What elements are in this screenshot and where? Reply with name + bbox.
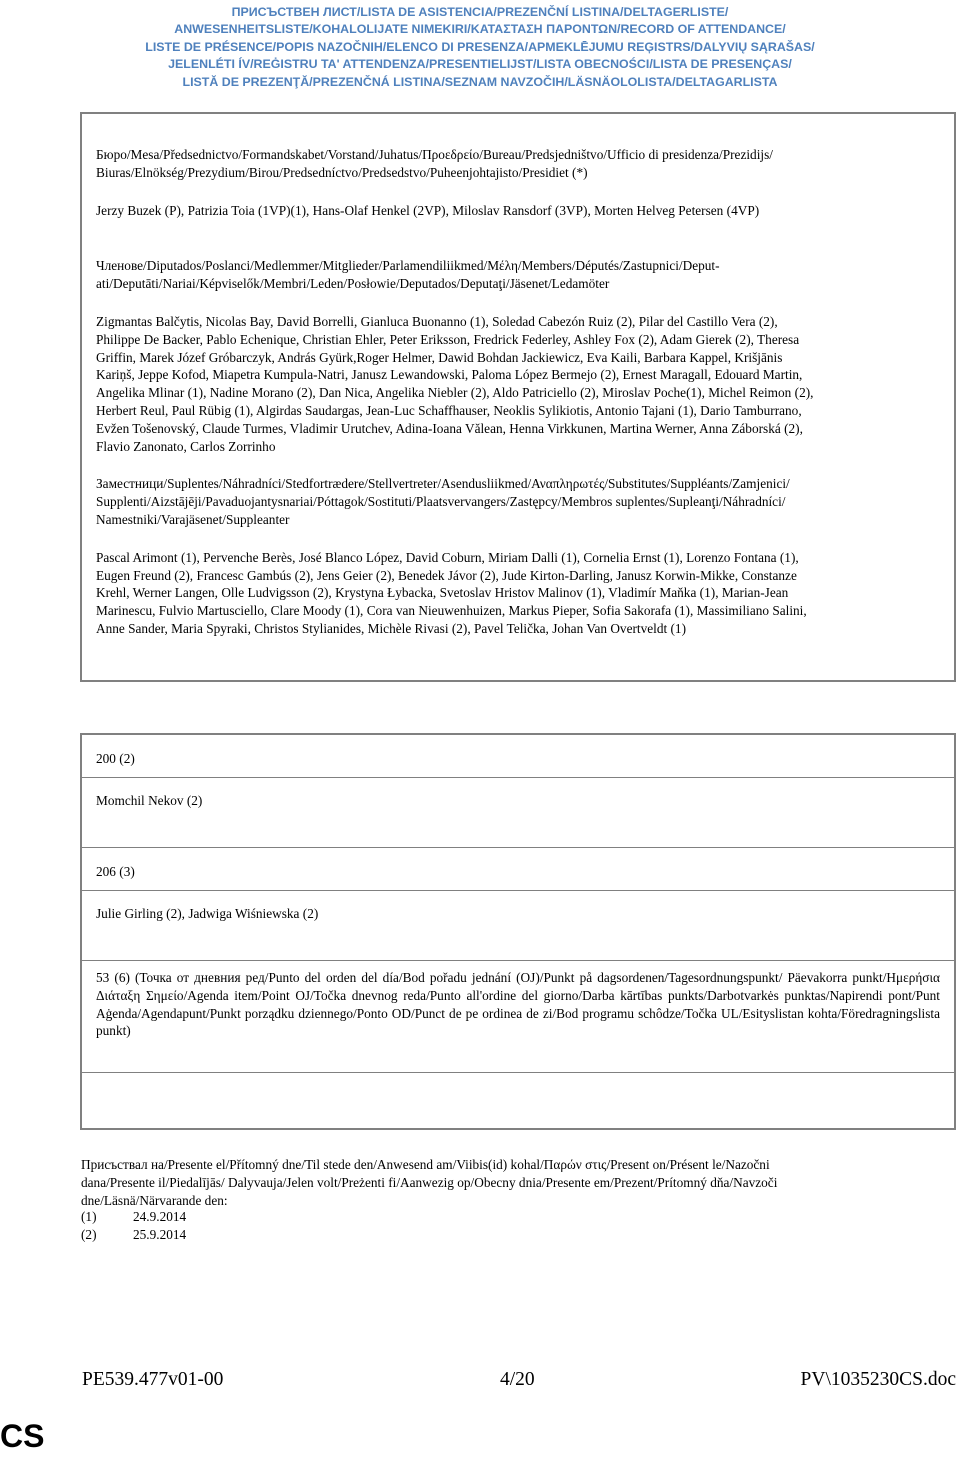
attendance-box xyxy=(80,112,956,682)
title-line: LISTĂ DE PREZENŢĂ/PREZENČNÁ LISTINA/SEZNAM NAVZOČIH/LÄSNÄOLOLISTA/DELTAGARLISTA xyxy=(182,74,778,89)
date-list xyxy=(81,1208,186,1244)
document-title xyxy=(80,4,880,91)
rule-200-label: 200 (2) xyxy=(82,735,954,778)
date-row xyxy=(81,1226,186,1244)
date-value: 25.9.2014 xyxy=(133,1226,187,1242)
language-code: CS xyxy=(0,1418,45,1454)
agenda-item-text: 53 (6) (Точка от дневния ред/Punto del orden del día/Bod pořadu jednání (OJ)/Punkt på dagsordenen/Tagesordnungspunkt/ Päevakorra punkt/Ημερήσια Διάταξη Σημείο/Agenda item/Point OJ/Točka dnevnog reda/Punto all'ordine del giorno/Darba kārtības punkts/Darbotvarkės punktas/Napirendi pont/Punt Aġenda/Agendapunt/Punkt porządku dziennego/Ponto OD/Punct de pe ordinea de zi/Bod programu schôdze/Točka UL/Esityslistan kohta/Föredragningslista punkt) xyxy=(82,961,954,1073)
members-heading: Членове/Diputados/Poslanci/Medlemmer/Mitglieder/Parlamendiliikmed/Μέλη/Members/Députés/Zastupnici/Deput- ati/Deputāti/Nariai/Képviselők/Membri/Leden/Posłowie/Deputados/Deputaţi/Jäsenet/Ledamöter xyxy=(96,258,720,292)
members-names: Zigmantas Balčytis, Nicolas Bay, David Borrelli, Gianluca Buonanno (1), Soledad Cabezón Ruiz (2), Pilar del Castillo Vera (2), Philippe De Backer, Pablo Echenique, Christian Ehler, Peter Eriksson, Fredrick Federley, Ashley Fox (2), Adam Gierek (2), Theresa Griffin, Marek Józef Gróbarczyk, András Gyürk,Roger Helmer, Dawid Bohdan Jackiewicz, Eva Kaili, Barbara Kappel, Krišjānis Kariņš, Jeppe Kofod, Miapetra Kumpula-Natri, Janusz Lewandowski, Paloma López Bermejo (2), Ernest Maragall, Edouard Martin, Angelika Mlinar (1), Nadine Morano (2), Dan Nica, Angelika Niebler (2), Aldo Patriciello (2), Miroslav Poche(1), Michel Reimon (2), Herbert Reul, Paul Rübig (1), Algirdas Saudargas, Jean-Luc Schaffhauser, Neoklis Sylikiotis, Antonio Tajani (1), Dario Tamburrano, Evžen Tošenovský, Claude Turmes, Vladimir Urutchev, Adina-Ioana Vălean, Henna Virkkunen, Martina Werner, Anna Záborská (2), Flavio Zanonato, Carlos Zorrinho xyxy=(96,313,814,454)
file-name: PV\1035230CS.doc xyxy=(800,1369,956,1390)
bureau-heading: Бюро/Mesa/Předsednictvo/Formandskabet/Vorstand/Juhatus/Προεδρείο/Bureau/Predsjedništvo/Ufficio di presidenza/Prezidijs/ Biuras/Elnökség/Prezydium/Birou/Predsedníctvo/Predsedstvo/Puheenjohtajisto/Presidiet (*) xyxy=(96,147,773,180)
date-row xyxy=(81,1208,186,1226)
title-line: ПРИСЪСТВЕН ЛИСТ/LISTA DE ASISTENCIA/PREZENČNÍ LISTINA/DELTAGERLISTE/ xyxy=(231,5,729,19)
date-value: 24.9.2014 xyxy=(133,1209,187,1224)
title-line: ANWESENHEITSLISTE/KOHALOLIJATE NIMEKIRI/ΚΑΤΑΣΤΑΣΗ ΠΑΡΟΝΤΩΝ/RECORD OF ATTENDANCE/ xyxy=(174,22,786,37)
document-reference: PE539.477v01-00 xyxy=(82,1369,224,1390)
presence-footnote: Присъствал на/Presente el/Přítomný dne/Til stede den/Anwesend am/Viibis(id) kohal/Παρών στις/Present on/Présent le/Nazočni dana/Presente il/Piedalījās/ Dalyvauja/Jelen volt/Preżenti fi/Aanwezig op/Obecny dnia/Presente em/Prezent/Prítomný dňa/Navzoči dne/Läsnä/Närvarande den: xyxy=(81,1157,778,1208)
rule-206-names: Julie Girling (2), Jadwiga Wiśniewska (2) xyxy=(82,891,954,961)
bureau-names: Jerzy Buzek (P), Patrizia Toia (1VP)(1), Hans-Olaf Henkel (2VP), Miloslav Ransdorf (3VP), Morten Helveg Petersen (4VP) xyxy=(96,202,760,218)
rule-200-names: Momchil Nekov (2) xyxy=(82,778,954,848)
title-line: LISTE DE PRÉSENCE/POPIS NAZOČNIH/ELENCO DI PRESENZA/APMEKLĒJUMU REĢISTRS/DALYVIŲ SĄRAŠAS/ xyxy=(145,39,815,54)
agenda-item-empty-cell xyxy=(82,1073,954,1128)
date-number: (1) xyxy=(81,1209,97,1224)
date-number: (2) xyxy=(81,1226,97,1242)
title-line: JELENLÉTI ÍV/REĠISTRU TA' ATTENDENZA/PRESENTIELIJST/LISTA OBECNOŚCI/LISTA DE PRESENÇAS/ xyxy=(168,57,792,72)
page-number: 4/20 xyxy=(500,1369,535,1390)
substitutes-names: Pascal Arimont (1), Pervenche Berès, José Blanco López, David Coburn, Miriam Dalli (1), Cornelia Ernst (1), Lorenzo Fontana (1), Eugen Freund (2), Francesc Gambús (2), Jens Geier (2), Benedek Jávor (2), Jude Kirton-Darling, Janusz Korwin-Mikke, Constanze Krehl, Werner Langen, Olle Ludvigsson (2), Krystyna Łybacka, Svetoslav Hristov Malinov (1), Vladimír Maňka (1), Marian-Jean Marinescu, Fulvio Martusciello, Clare Moody (1), Cora van Nieuwenhuizen, Markus Pieper, Sofia Sakorafa (1), Massimiliano Salini, Anne Sander, Maria Spyraki, Christos Stylianides, Michèle Rivasi (2), Pavel Telička, Johan Van Overtveldt (1) xyxy=(96,549,807,636)
substitutes-heading: Заместници/Suplentes/Náhradníci/Stedfortrædere/Stellvertreter/Asendusliikmed/Αναπληρωτές/Substitutes/Suppléants/Zamjenici/ Supplenti/Aizstājēji/Pavaduojantysnariai/Póttagok/Sostituti/Plaatsvervangers/Zastępcy/Membros suplentes/Supleanţi/Náhradníci/ Namestniki/Varajäsenet/Suppleanter xyxy=(96,476,790,527)
rules-table xyxy=(80,733,956,1130)
rule-206-label: 206 (3) xyxy=(82,848,954,891)
page-footer xyxy=(80,1367,956,1393)
